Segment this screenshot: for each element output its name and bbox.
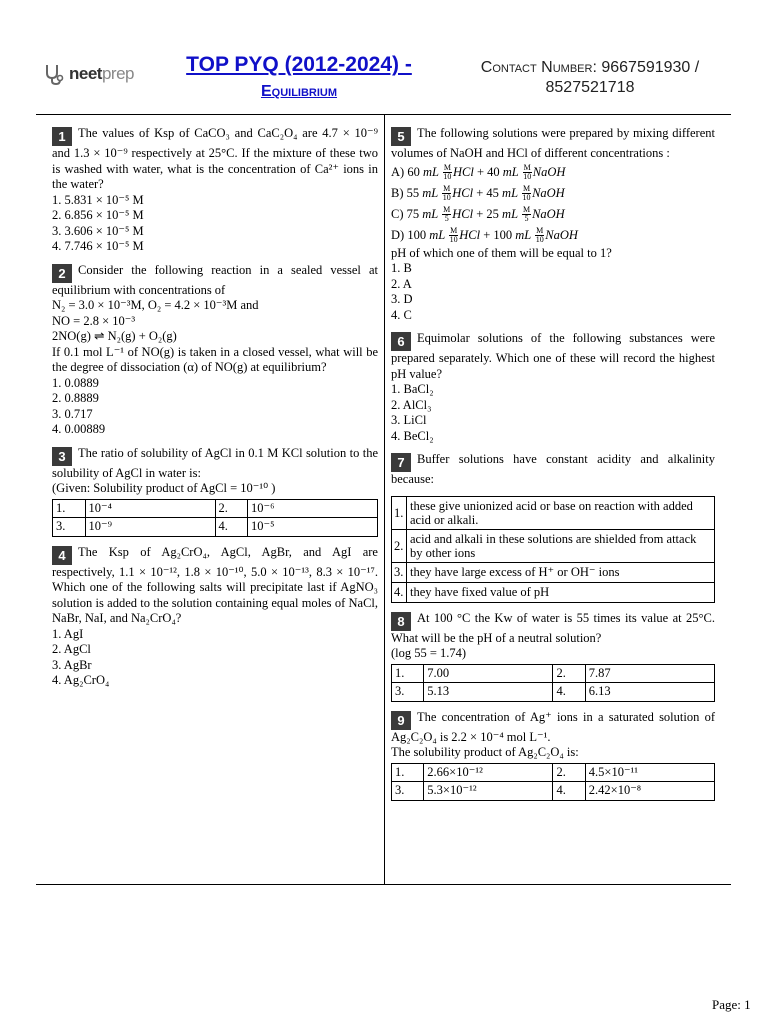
option-value: 5.13 <box>424 683 553 702</box>
molarity-fraction: $\frac{M}{10}$ <box>535 226 544 245</box>
option-value: 10⁻⁵ <box>248 518 378 537</box>
molarity-fraction: $\frac{M}{5}$ <box>443 205 451 224</box>
option-label: 3. <box>392 562 407 582</box>
footer-rule <box>36 884 731 885</box>
option-4: 4. 0.00889 <box>52 422 106 436</box>
contact-line-1: : 9667591930 / <box>592 59 700 76</box>
option-2: 2. AlCl₃ <box>391 397 432 412</box>
mixture-option: A) 60 mL $\frac{M}{10}$ HCl + 40 mL $\frac{M}{10}$ NaOH <box>391 163 566 182</box>
table-row <box>392 562 715 582</box>
question-text: The following solutions were prepared by mixing different volumes of NaOH and HCl of different concentrations : <box>391 126 715 160</box>
molarity-fraction: $\frac{M}{10}$ <box>523 163 532 182</box>
table-row <box>392 782 715 801</box>
given-note: (Given: Solubility product of AgCl = 10⁻¹⁰ ) <box>52 481 276 495</box>
table-row <box>392 664 715 683</box>
question-2 <box>52 263 378 438</box>
question-number: 4 <box>52 546 72 565</box>
option-label: 4. <box>215 518 248 537</box>
table-row <box>392 763 715 782</box>
option-label: 1. <box>392 664 424 683</box>
question-number: 5 <box>391 127 411 146</box>
option-1: 1. B <box>391 261 412 275</box>
concentration-line: N₂ = 3.0 × 10⁻³M, O₂ = 4.2 × 10⁻³M and <box>52 298 259 312</box>
concentration-line: NO = 2.8 × 10⁻³ <box>52 313 136 328</box>
page-number: Page: 1 <box>712 997 751 1012</box>
option-4: 4. 7.746 × 10⁻⁵ M <box>52 239 144 253</box>
option-4: 4. Ag₂CrO₄ <box>52 673 110 687</box>
option-4: 4. BeCl₂ <box>391 428 434 443</box>
mixture-option: C) 75 mL $\frac{M}{5}$ HCl + 25 mL $\frac{M}{5}$ NaOH <box>391 205 565 224</box>
option-1: 1. AgI <box>52 626 84 641</box>
left-column <box>52 126 378 697</box>
right-column <box>391 126 715 809</box>
table-row <box>392 582 715 602</box>
option-value: they have large excess of H⁺ or OH⁻ ions <box>407 562 715 582</box>
page-header <box>0 0 768 116</box>
mixture-options <box>391 162 715 246</box>
option-3: 3. LiCl <box>391 413 427 427</box>
question-number: 8 <box>391 612 411 631</box>
question-1 <box>52 126 378 255</box>
question-5 <box>391 126 715 323</box>
question-7 <box>391 452 715 603</box>
option-value: 10⁻⁹ <box>85 518 215 537</box>
option-2: 2. 6.856 × 10⁻⁵ M <box>52 208 144 222</box>
question-number: 9 <box>391 711 411 730</box>
option-label: 3. <box>392 683 424 702</box>
option-label: 3. <box>53 518 86 537</box>
question-number: 2 <box>52 264 72 283</box>
neetprep-logo[interactable] <box>44 62 134 86</box>
question-text: The values of Ksp of CaCO₃ and CaC₂O₄ are 4.7 × 10⁻⁹ and 1.3 × 10⁻⁹ respectively at 25°C. If the mixture of these two is washed with water, what is the concentration of Ca²⁺ ions in the water? <box>52 126 378 191</box>
question-prompt: pH of which one of them will be equal to 1? <box>391 245 612 260</box>
question-6 <box>391 331 715 444</box>
table-row <box>392 683 715 702</box>
options-table <box>391 763 715 801</box>
molarity-fraction: $\frac{M}{10}$ <box>522 184 531 203</box>
reaction-equation: 2NO(g) ⇌ N₂(g) + O₂(g) <box>52 329 177 343</box>
option-2: 2. AgCl <box>52 642 91 656</box>
question-text: Buffer solutions have constant acidity and alkalinity because: <box>391 452 715 486</box>
table-row <box>53 518 378 537</box>
option-3: 3. AgBr <box>52 657 92 672</box>
option-label: 2. <box>392 529 407 562</box>
option-label: 4. <box>392 582 407 602</box>
options-table <box>391 496 715 603</box>
option-1: 1. 0.0889 <box>52 375 99 390</box>
given-note: (log 55 = 1.74) <box>391 646 467 660</box>
option-value: 2.42×10⁻⁸ <box>585 782 714 801</box>
molarity-fraction: $\frac{M}{10}$ <box>449 226 458 245</box>
question-number: 1 <box>52 127 72 146</box>
question-9 <box>391 710 715 801</box>
option-value: 2.66×10⁻¹² <box>424 763 553 782</box>
option-value: 10⁻⁶ <box>248 499 378 518</box>
option-value: 7.00 <box>424 664 553 683</box>
question-3 <box>52 446 378 537</box>
option-3: 3. 0.717 <box>52 406 93 421</box>
stethoscope-icon <box>44 62 66 86</box>
option-label: 2. <box>215 499 248 518</box>
option-value: 5.3×10⁻¹² <box>424 782 553 801</box>
question-4 <box>52 545 378 689</box>
question-text: If 0.1 mol L⁻¹ of NO(g) is taken in a closed vessel, what will be the degree of dissociation (α) of NO(g) at equilibrium? <box>52 344 378 374</box>
option-label: 4. <box>553 683 585 702</box>
column-divider <box>384 115 385 884</box>
option-value: acid and alkali in these solutions are shielded from attack by other ions <box>407 529 715 562</box>
molarity-fraction: $\frac{M}{10}$ <box>443 163 452 182</box>
question-text: At 100 °C the Kw of water is 55 times its value at 25°C. What will be the pH of a neutral solution? <box>391 610 715 645</box>
option-1: 1. BaCl₂ <box>391 382 434 396</box>
mixture-option: B) 55 mL $\frac{M}{10}$ HCl + 45 mL $\frac{M}{10}$ NaOH <box>391 184 565 203</box>
table-row <box>392 496 715 529</box>
molarity-fraction: $\frac{M}{10}$ <box>442 184 451 203</box>
option-2: 2. A <box>391 276 412 291</box>
molarity-fraction: $\frac{M}{5}$ <box>522 205 531 224</box>
question-text: The ratio of solubility of AgCl in 0.1 M KCl solution to the solubility of AgCl in water is: <box>52 445 378 480</box>
option-value: 4.5×10⁻¹¹ <box>585 763 714 782</box>
question-text: The concentration of Ag⁺ ions in a saturated solution of Ag₂C₂O₄ is 2.2 × 10⁻⁴ mol L⁻¹. <box>391 709 715 744</box>
option-label: 3. <box>392 782 424 801</box>
question-number: 7 <box>391 453 411 472</box>
option-value: they have fixed value of pH <box>407 582 715 602</box>
option-3: 3. 3.606 × 10⁻⁵ M <box>52 223 144 238</box>
contact-number <box>460 58 720 98</box>
option-label: 1. <box>392 763 424 782</box>
logo-text: neetprep <box>69 64 134 83</box>
table-row <box>53 499 378 518</box>
option-label: 2. <box>553 763 585 782</box>
option-label: 4. <box>553 782 585 801</box>
options-table <box>391 664 715 702</box>
options-table <box>52 499 378 537</box>
option-label: 1. <box>392 496 407 529</box>
option-1: 1. 5.831 × 10⁻⁵ M <box>52 192 144 207</box>
title-line-1: TOP PYQ (2012-2024) - <box>186 53 412 76</box>
option-value: 10⁻⁴ <box>85 499 215 518</box>
table-row <box>392 529 715 562</box>
question-8 <box>391 611 715 702</box>
question-number: 3 <box>52 447 72 466</box>
document-title <box>164 53 434 103</box>
option-label: 2. <box>553 664 585 683</box>
option-2: 2. 0.8889 <box>52 391 99 405</box>
option-value: 6.13 <box>585 683 714 702</box>
question-text: Equimolar solutions of the following substances were prepared separately. Which one of these will record the highest pH value? <box>391 331 715 381</box>
mixture-option: D) 100 mL $\frac{M}{10}$ HCl + 100 mL $\frac{M}{10}$ NaOH <box>391 226 578 245</box>
option-3: 3. D <box>391 292 413 306</box>
option-4: 4. C <box>391 307 412 322</box>
contact-line-2: 8527521718 <box>545 79 635 96</box>
question-text: Consider the following reaction in a sealed vessel at equilibrium with concentrations of <box>52 262 378 297</box>
option-value: 7.87 <box>585 664 714 683</box>
contact-label: Contact Number <box>480 59 593 76</box>
title-line-2: Equilibrium <box>260 83 338 100</box>
option-value: these give unionized acid or base on reaction with added acid or alkali. <box>407 496 715 529</box>
option-label: 1. <box>53 499 86 518</box>
question-text: The Ksp of Ag₂CrO₄, AgCl, AgBr, and AgI are respectively, 1.1 × 10⁻¹², 1.8 × 10⁻¹⁰, 5.0 × 10⁻¹³, 8.3 × 10⁻¹⁷. Which one of the following salts will precipitate last if AgNO₃ solution is added to the solution containing equal moles of NaCl, NaBr, NaI, and Na₂CrO₄? <box>52 544 378 625</box>
question-prompt: The solubility product of Ag₂C₂O₄ is: <box>391 745 579 759</box>
question-number: 6 <box>391 332 411 351</box>
